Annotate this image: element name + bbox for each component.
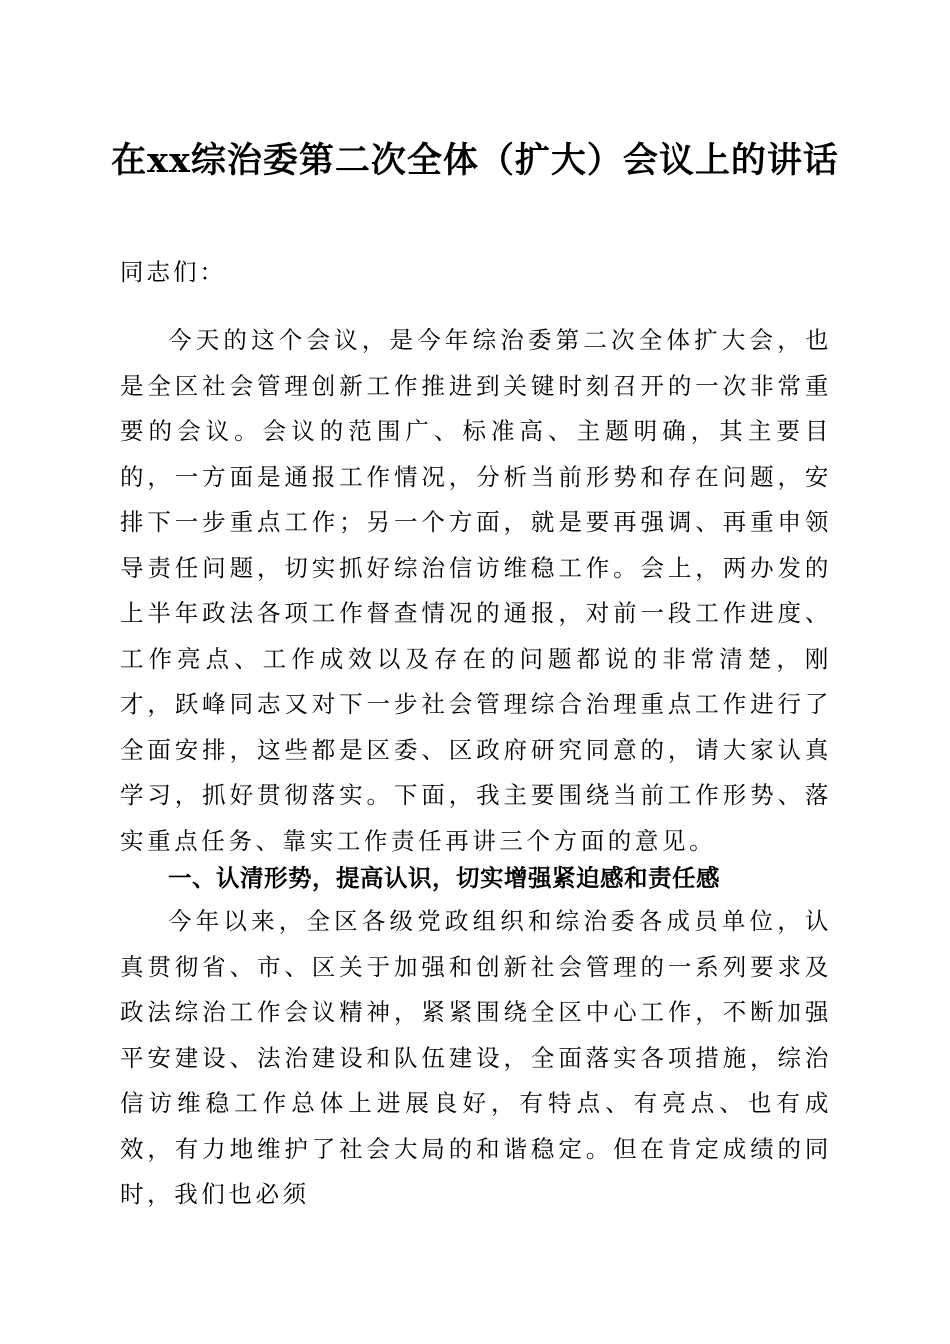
- salutation: 同志们：: [120, 258, 226, 286]
- paragraph-section-one: 今年以来，全区各级党政组织和综治委各成员单位，认真贯彻省、市、区关于加强和创新社会管理的一系列要求及政法综治工作会议精神，紧紧围绕全区中心工作，不断加强平安建设、法治建设和队伍建设，全面落实各项措施，综治信访维稳工作总体上进展良好，有特点、有亮点、也有成效，有力地维护了社会大局的和谐稳定。但在肯定成绩的同时，我们也必须: [120, 907, 832, 1208]
- paragraph-intro: 今天的这个会议，是今年综治委第二次全体扩大会，也是全区社会管理创新工作推进到关键时刻召开的一次非常重要的会议。会议的范围广、标准高、主题明确，其主要目的，一方面是通报工作情况，分析当前形势和存在问题，安排下一步重点工作；另一个方面，就是要再强调、再重申领导责任问题，切实抓好综治信访维稳工作。会上，两办发的上半年政法各项工作督查情况的通报，对前一段工作进度、工作亮点、工作成效以及存在的问题都说的非常清楚，刚才，跃峰同志又对下一步社会管理综合治理重点工作进行了全面安排，这些都是区委、区政府研究同意的，请大家认真学习，抓好贯彻落实。下面，我主要围绕当前工作形势、落实重点任务、靠实工作责任再讲三个方面的意见。: [120, 326, 832, 855]
- document-title: 在xx综治委第二次全体（扩大）会议上的讲话: [111, 140, 839, 181]
- section-heading: 一、认清形势，提高认识，切实增强紧迫感和责任感: [168, 864, 720, 892]
